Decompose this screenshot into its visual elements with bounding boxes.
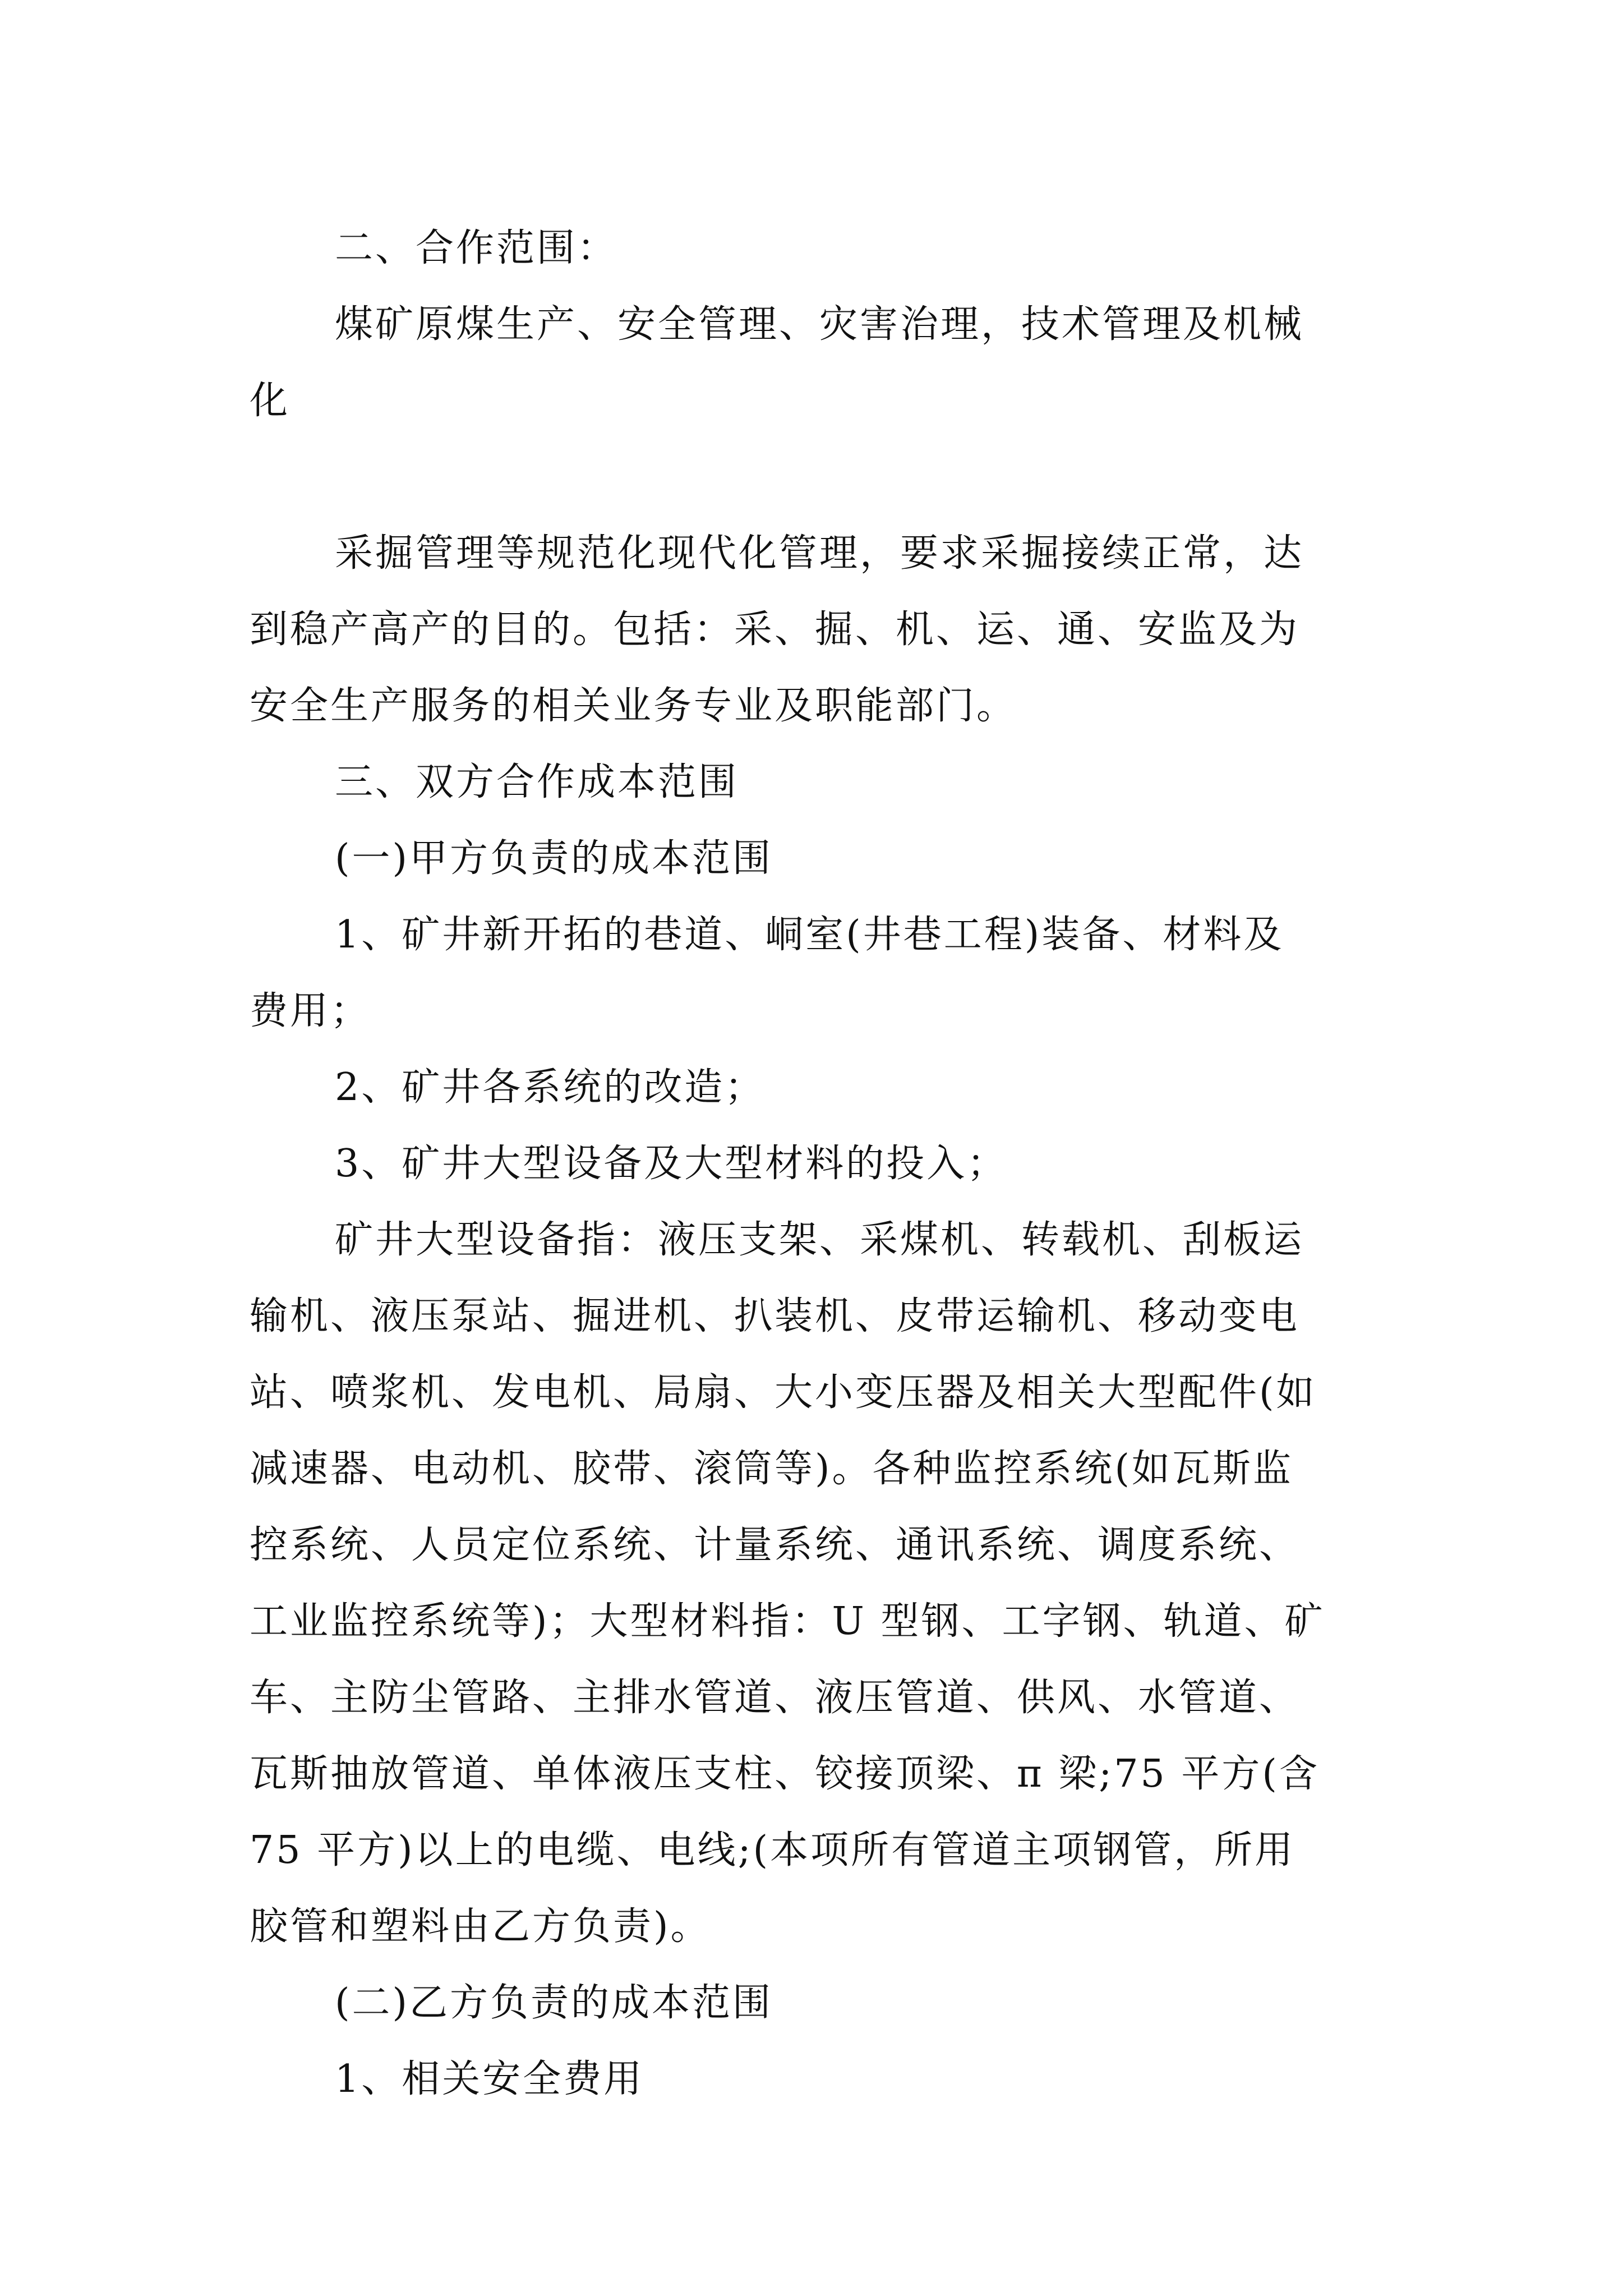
list-item-1: 1、相关安全费用 — [335, 2057, 644, 2101]
paragraph-line: 胶管和塑料由乙方负责)。 — [250, 1904, 711, 1949]
paragraph-line: 输机、液压泵站、掘进机、扒装机、皮带运输机、移动变电 — [250, 1294, 1300, 1338]
paragraph-line: 到稳产高产的目的。包括：采、掘、机、运、通、安监及为 — [250, 608, 1300, 652]
subsection-heading-party-b: (二)乙方负责的成本范围 — [335, 1981, 773, 2025]
paragraph-line: 车、主防尘管路、主排水管道、液压管道、供风、水管道、 — [250, 1676, 1300, 1720]
paragraph-line: 化 — [250, 379, 291, 423]
paragraph-line: 站、喷浆机、发电机、局扇、大小变压器及相关大型配件(如 — [250, 1370, 1317, 1415]
paragraph-line: 工业监控系统等)；大型材料指：U 型钢、工字钢、轨道、矿 — [250, 1599, 1325, 1644]
section-heading-cost-scope: 三、双方合作成本范围 — [335, 760, 739, 804]
paragraph-line: 矿井大型设备指：液压支架、采煤机、转载机、刮板运 — [335, 1218, 1304, 1262]
paragraph-line: 减速器、电动机、胶带、滚筒等)。各种监控系统(如瓦斯监 — [250, 1447, 1294, 1491]
paragraph-line: 75 平方)以上的电缆、电线;(本项所有管道主项钢管，所用 — [250, 1828, 1295, 1872]
section-heading-cooperation-scope: 二、合作范围： — [335, 226, 618, 270]
spacer — [250, 439, 1394, 516]
list-item-3: 3、矿井大型设备及大型材料的投入； — [335, 1142, 1008, 1186]
paragraph-line: 煤矿原煤生产、安全管理、灾害治理，技术管理及机械 — [335, 302, 1304, 347]
list-item-2: 2、矿井各系统的改造； — [335, 1065, 766, 1110]
paragraph-line: 费用； — [250, 989, 371, 1033]
document-body — [250, 210, 1394, 2118]
paragraph-line: 瓦斯抽放管道、单体液压支柱、铰接顶梁、π 梁;75 平方(含 — [250, 1752, 1320, 1796]
paragraph-line: 采掘管理等规范化现代化管理，要求采掘接续正常，达 — [335, 531, 1304, 576]
paragraph-line: 安全生产服务的相关业务专业及职能部门。 — [250, 684, 1017, 728]
paragraph-line: 控系统、人员定位系统、计量系统、通讯系统、调度系统、 — [250, 1523, 1300, 1567]
subsection-heading-party-a: (一)甲方负责的成本范围 — [335, 836, 773, 881]
list-item-1: 1、矿井新开拓的巷道、峒室(井巷工程)装备、材料及 — [335, 913, 1284, 957]
